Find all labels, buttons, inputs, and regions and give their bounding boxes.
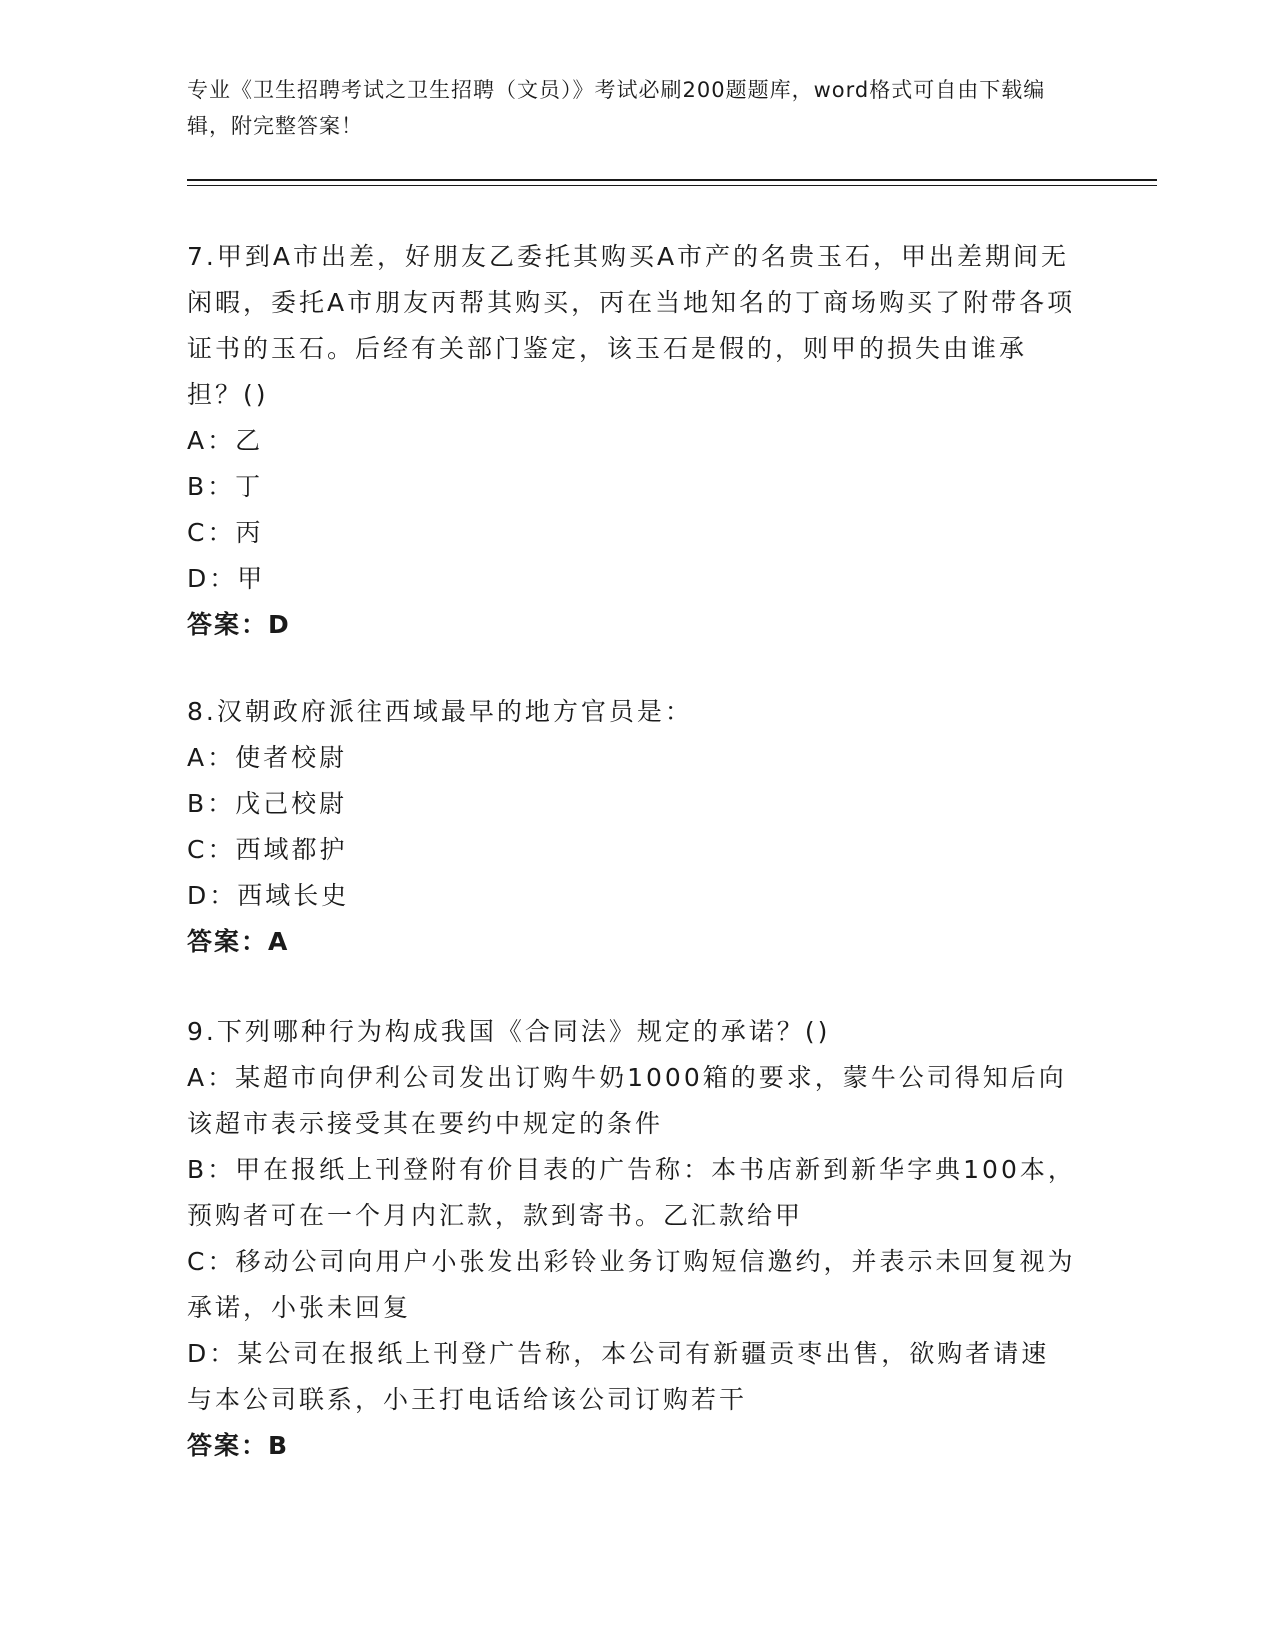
question-stem: 8.汉朝政府派往西域最早的地方官员是： bbox=[187, 697, 693, 726]
answer-line: 答案：B bbox=[187, 1431, 290, 1460]
option-b: B：丁 bbox=[187, 472, 264, 501]
question-stem: 7.甲到A市出差，好朋友乙委托其购买A市产的名贵玉石，甲出差期间无闲暇，委托A市朋友丙帮其购买，丙在当地知名的丁商场购买了附带各项证书的玉石。后经有关部门鉴定，该玉石是假的，则甲的损失由谁承担？() bbox=[187, 242, 1076, 409]
document-header: 专业《卫生招聘考试之卫生招聘（文员）》考试必刷200题题库，word格式可自由下载编辑，附完整答案！ bbox=[187, 78, 1046, 138]
question-9 bbox=[187, 1009, 1077, 1469]
header-divider-thin bbox=[187, 185, 1157, 186]
option-c: C：西域都护 bbox=[187, 835, 348, 864]
option-a: A：使者校尉 bbox=[187, 743, 348, 772]
question-8 bbox=[187, 689, 1077, 965]
option-a: A：乙 bbox=[187, 426, 264, 455]
header-divider-thick bbox=[187, 179, 1157, 181]
answer-line: 答案：D bbox=[187, 610, 291, 639]
answer-line: 答案：A bbox=[187, 927, 290, 956]
option-d: D：西域长史 bbox=[187, 881, 350, 910]
option-b: B：戊己校尉 bbox=[187, 789, 348, 818]
option-d: D：甲 bbox=[187, 564, 266, 593]
question-7 bbox=[187, 234, 1077, 648]
option-b: B：甲在报纸上刊登附有价目表的广告称：本书店新到新华字典100本，预购者可在一个月内汇款，款到寄书。乙汇款给甲 bbox=[187, 1155, 1076, 1230]
option-d: D：某公司在报纸上刊登广告称，本公司有新疆贡枣出售，欲购者请速与本公司联系，小王打电话给该公司订购若干 bbox=[187, 1339, 1050, 1414]
question-stem: 9.下列哪种行为构成我国《合同法》规定的承诺？() bbox=[187, 1017, 831, 1046]
option-a: A：某超市向伊利公司发出订购牛奶1000箱的要求，蒙牛公司得知后向该超市表示接受其在要约中规定的条件 bbox=[187, 1063, 1067, 1138]
option-c: C：丙 bbox=[187, 518, 264, 547]
option-c: C：移动公司向用户小张发出彩铃业务订购短信邀约，并表示未回复视为承诺，小张未回复 bbox=[187, 1247, 1076, 1322]
